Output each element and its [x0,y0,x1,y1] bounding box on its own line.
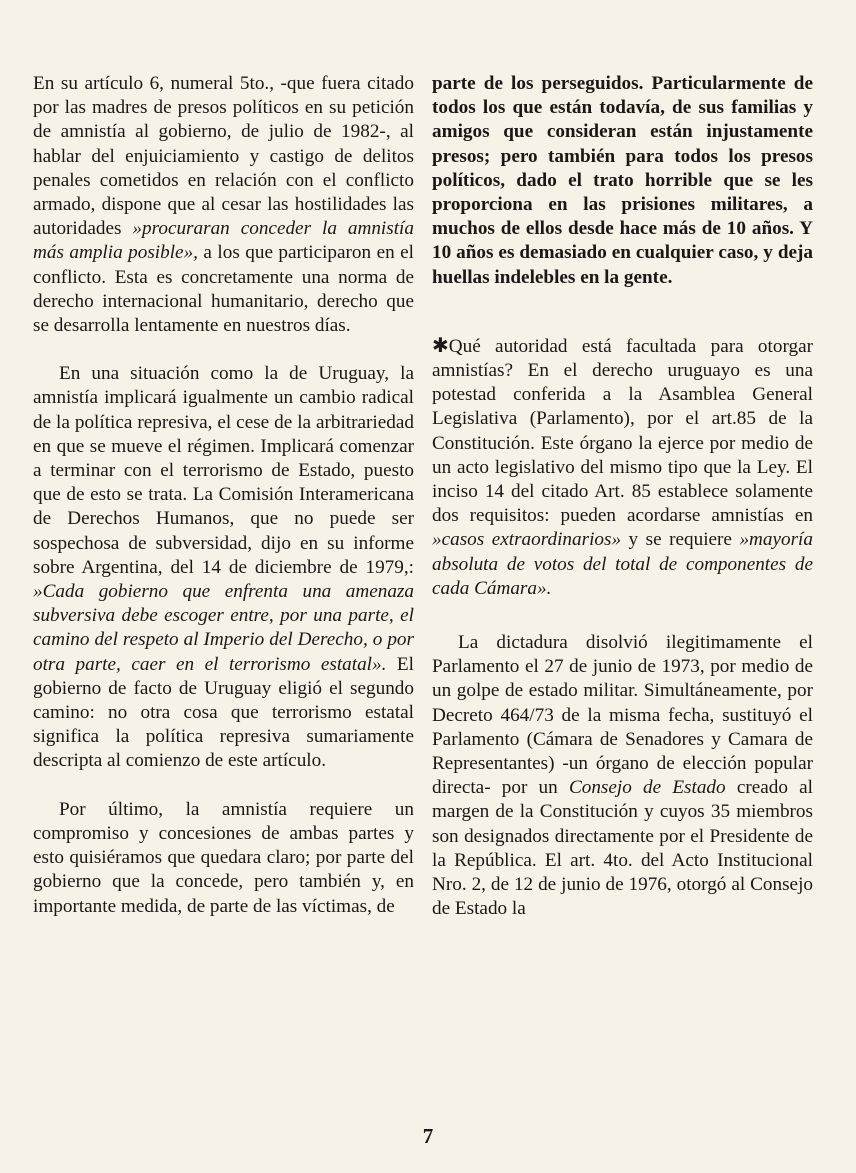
paragraph-que-autoridad: ✱Qué autoridad está facultada para otorgar amnistías? En el derecho uruguayo es una potestad conferida a la Asamblea General Legislativa (Parlamento), por el art.85 de la Constitución. Este órgano la ejerce por medio de un acto legislativo del mismo tipo que la Ley. El inciso 14 del citado Art. 85 establece solamente dos requisitos: pueden acordarse amnistías en »casos extraordinarios» y se requiere »mayoría absoluta de votos del total de componentes de cada Cámara». [432,334,813,599]
right-column [432,72,813,922]
term-consejo-de-estado: Consejo de Estado [568,777,726,799]
paragraph-article-6: En su artículo 6, numeral 5to., -que fuera citado por las madres de presos políticos en su petición de amnistía al gobierno, de julio de 1982-, al hablar del enjuiciamiento y castigo de delitos penales cometidos en relación con el conflicto armado, dispone que al cesar las hostilidades las autoridades »procuraran conceder la amnistía más amplia posible», a los que participaron en el conflicto. Esta es concretamente una norma de derecho internacional humanitario, derecho que se desarrolla lentamente en nuestros días. [33,73,414,337]
asterisk-icon: ✱ [432,334,449,357]
paragraph-situacion-uruguay: En una situación como la de Uruguay, la amnistía implicará igualmente un cambio radical de la política represiva, el cese de la arbitrariedad en que se mueve el régimen. Implicará comenzar a terminar con el terrorismo de Estado, puesto que de esto se trata. La Comisión Interamericana de Derechos Humanos, que no puede ser sospechosa de subversidad, dijo en su informe sobre Argentina, del 14 de diciembre de 1979,: »Cada gobierno que enfrenta una amenaza subversiva debe escoger entre, por una parte, el camino del respeto al Imperio del Derecho, o por otra parte, caer en el terrorismo estatal». El gobierno de facto de Uruguay eligió el segundo camino: no otra cosa que terrorismo estatal significa la política represiva sumariamente descripta al comienzo de este artículo. [33,363,414,772]
paragraph-por-ultimo: Por último, la amnistía requiere un compromiso y concesiones de ambas partes y esto quisiéramos que quedara claro; por parte del gobierno que la concede, pero también y, en importante medida, de parte de las víctimas, de [33,798,414,917]
paragraph-dictadura: La dictadura disolvió ilegitimamente el Parlamento el 27 de junio de 1973, por medio de un golpe de estado militar. Simultáneamente, por Decreto 464/73 de la misma fecha, sustituyó el Parlamento (Cámara de Senadores y Camara de Representantes) -un órgano de elección popular directa- por un Consejo de Estado creado al margen de la Constitución y cuyos 35 miembros son designados directamente por el Presidente de la República. El art. 4to. del Acto Institucional Nro. 2, de 12 de junio de 1976, otorgó al Consejo de Estado la [432,632,813,920]
left-column [33,72,414,919]
quote-cidh: »Cada gobierno que enfrenta una amenaza subversiva debe escoger entre, por una parte, el camino del respeto al Imperio del Derecho, o por otra parte, caer en el terrorismo estatal». [33,581,414,675]
quote-amnistia-amplia: »procuraran conceder la amnistía más amplia posible», [33,218,414,264]
quote-casos-extraordinarios: »casos extraordinarios» [432,529,622,551]
paragraph-perseguidos: parte de los perseguidos. Particularmente de todos los que están todavía, de sus familias y amigos que consideran están injustamente presos; pero también para todos los presos políticos, dado el trato horrible que se les proporciona en las prisiones militares, a muchos de ellos desde hace más de 10 años. Y 10 años es demasiado en cualquier caso, y deja huellas indelebles en la gente. [432,73,813,288]
quote-mayoria-absoluta: »mayoría absoluta de votos del total de componentes de cada Cámara». [432,529,813,599]
page-number: 7 [422,1124,434,1148]
